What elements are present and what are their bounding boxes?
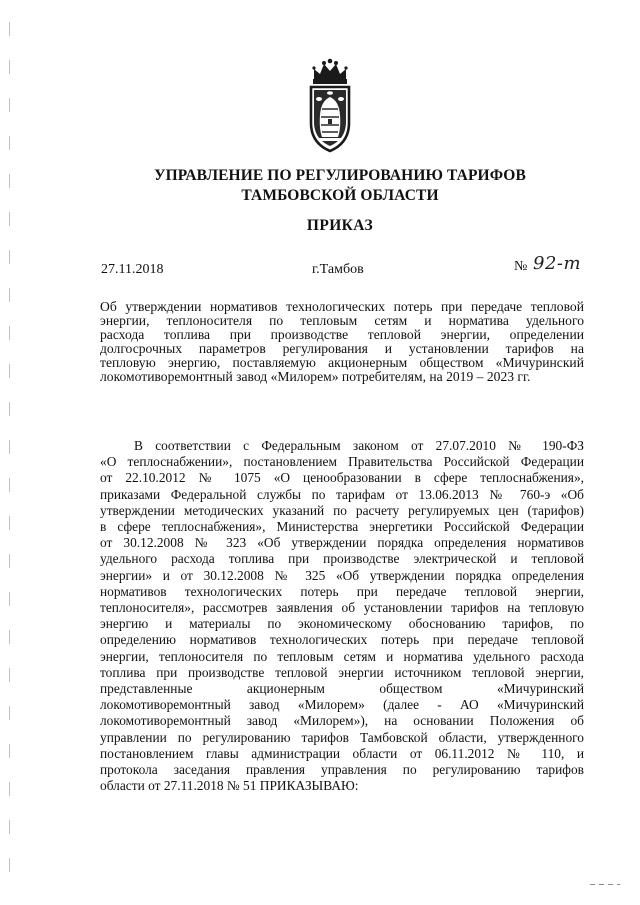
body-line: области от 27.11.2018 № 51 ПРИКАЗЫВАЮ: <box>100 778 359 794</box>
document-number-handwritten: 92-т <box>533 253 582 274</box>
subject-line: долгосрочных параметров регулирования и установлении тарифов на <box>100 340 584 356</box>
body-line: представленные акционерным обществом «Мичуринский <box>100 681 584 697</box>
organization-title-line-1: УПРАВЛЕНИЕ ПО РЕГУЛИРОВАНИЮ ТАРИФОВ <box>154 167 526 184</box>
subject-line: Об утверждении нормативов технологических потерь при передаче тепловой <box>100 299 584 314</box>
body-line: в сфере теплоснабжения», Министерства энергетики Российской Федерации <box>100 519 584 535</box>
body-line: протокола заседания правления управления по регулированию тарифов <box>100 762 584 778</box>
coat-of-arms-icon <box>305 57 355 153</box>
subject-line: энергии, теплоносителя по тепловым сетям и норматива удельного <box>100 312 584 328</box>
scan-bottom-mark <box>590 884 620 885</box>
body-line: локомотиворемонтный завод «Милорем»), на основании Положения об <box>100 713 584 729</box>
body-line: локомотиворемонтный завод «Милорем» (далее - АО «Мичуринский <box>100 697 584 713</box>
organization-title-line-2: ТАМБОВСКОЙ ОБЛАСТИ <box>241 187 439 204</box>
body-line: энергию и материалы по экономическому обоснованию тарифов, по <box>100 616 584 632</box>
subject-line: тепловую энергию, поставляемую акционерным обществом «Мичуринский <box>100 354 584 370</box>
body-line: В соответствии с Федеральным законом от 27.07.2010 № 190-ФЗ <box>134 438 584 453</box>
organization-title <box>100 166 580 206</box>
body-line: управлении по регулированию тарифов Тамбовской области, утвержденного <box>100 729 584 745</box>
body-line: «О теплоснабжении», постановлением Правительства Российской Федерации <box>100 454 584 470</box>
body-line: удельного расхода топлива при производстве электрической и тепловой <box>100 551 584 567</box>
document-type-title: ПРИКАЗ <box>306 217 374 234</box>
body-line: от 30.12.2008 № 323 «Об утверждении порядка определения нормативов <box>100 535 584 551</box>
scan-margin-mark <box>9 22 10 882</box>
body-line: энергии, теплоносителя по тепловым сетям и норматива удельного расхода <box>100 648 584 664</box>
body-line: топлива при производстве тепловой энергии источником тепловой энергии, <box>100 664 584 680</box>
document-date: 27.11.2018 <box>101 262 164 277</box>
body-line: утверждении методических указаний по расчету регулируемых цен (тарифов) <box>100 502 584 518</box>
document-subject <box>100 300 584 383</box>
subject-line: локомотиворемонтный завод «Милорем» потребителям, на 2019 – 2023 гг. <box>100 368 531 384</box>
body-line: определению нормативов технологических потерь при передаче тепловой <box>100 632 584 648</box>
body-line: постановлением главы администрации области от 06.11.2012 № 110, и <box>100 745 584 761</box>
body-line: теплоносителя», рассмотрев заявления об установлении тарифов на тепловую <box>100 600 584 616</box>
body-line: приказами Федеральной службы по тарифам от 13.06.2013 № 760-э «Об <box>100 486 584 502</box>
document-city: г.Тамбов <box>312 262 364 277</box>
document-number-sign: № <box>514 259 528 274</box>
body-line: от 22.10.2012 № 1075 «О ценообразовании в сфере теплоснабжения», <box>100 470 584 486</box>
document-body <box>100 438 584 794</box>
body-line: нормативов технологических потерь при передаче тепловой энергии, <box>100 583 584 599</box>
subject-line: расхода топлива при производстве тепловой энергии, определении <box>100 326 584 342</box>
body-line: энергии» и от 30.12.2008 № 325 «Об утверждении порядка определения <box>100 567 584 583</box>
